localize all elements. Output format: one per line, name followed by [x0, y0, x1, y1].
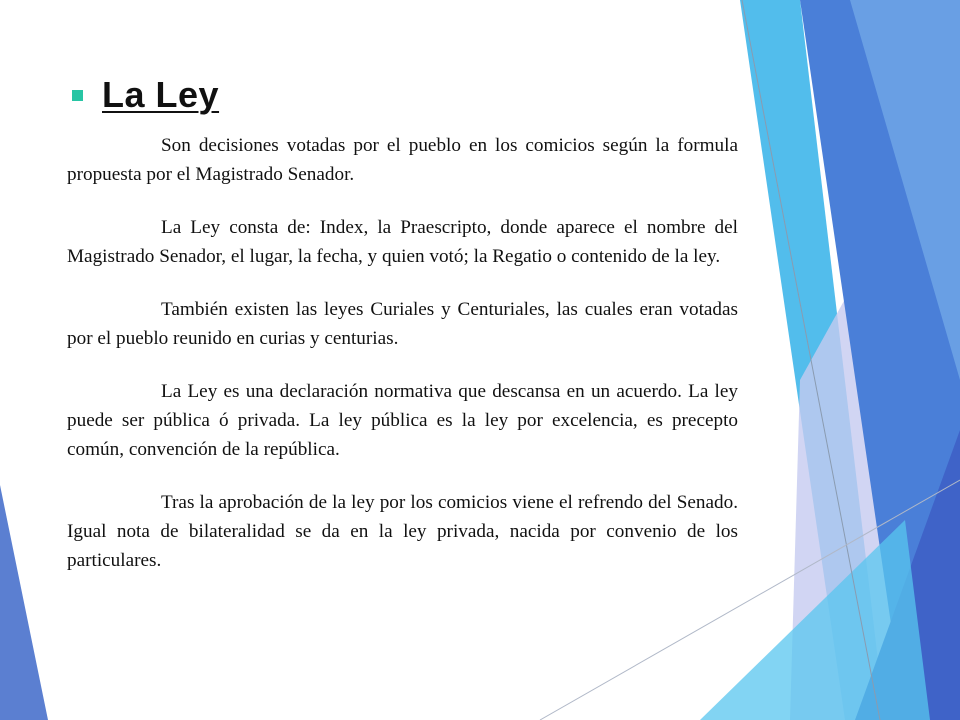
- paragraph-4: La Ley es una declaración normativa que descansa en un acuerdo. La ley puede ser pública ó privada. La ley pública es la ley por excelencia, es precepto común, convención de la república.: [67, 381, 738, 460]
- paragraph-2: La Ley consta de: Index, la Praescripto, donde aparece el nombre del Magistrado Senador, el lugar, la fecha, y quien votó; la Regatio o contenido de la ley.: [67, 217, 738, 267]
- paragraph-3: También existen las leyes Curiales y Centuriales, las cuales eran votadas por el pueblo reunido en curias y centurias.: [67, 299, 738, 349]
- slide-title: La Ley: [102, 74, 220, 115]
- title-row: [72, 72, 219, 118]
- paragraph-5: Tras la aprobación de la ley por los comicios viene el refrendo del Senado. Igual nota de bilateralidad se da en la ley privada, nacida por convenio de los particulares.: [67, 492, 738, 571]
- paragraph-1: Son decisiones votadas por el pueblo en los comicios según la formula propuesta por el Magistrado Senador.: [67, 135, 738, 185]
- square-bullet-icon: [72, 90, 83, 101]
- body-text: [67, 131, 738, 599]
